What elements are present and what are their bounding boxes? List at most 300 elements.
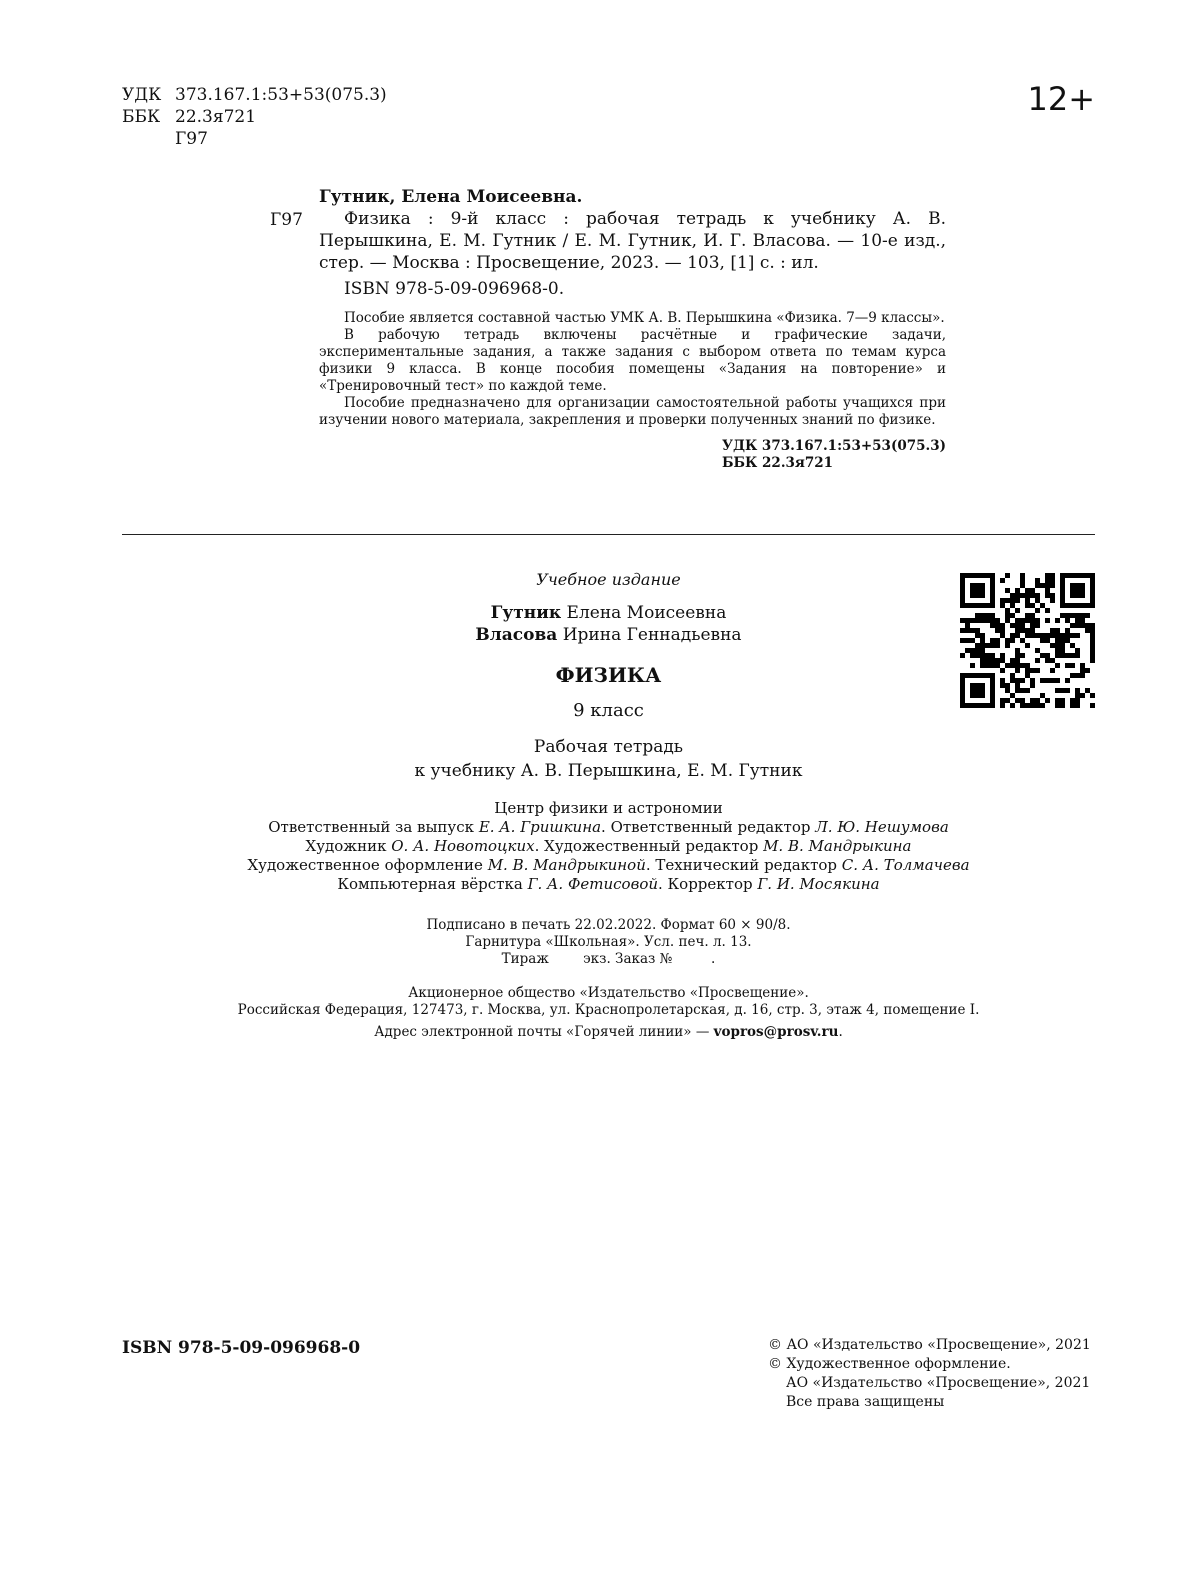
qr-module: [965, 628, 970, 633]
qr-module: [1090, 598, 1095, 603]
qr-module: [1000, 683, 1005, 688]
qr-module: [980, 633, 985, 638]
qr-module: [995, 638, 1000, 643]
qr-module: [1005, 683, 1010, 688]
qr-module: [960, 678, 965, 683]
qr-module: [1070, 633, 1075, 638]
qr-module: [1090, 638, 1095, 643]
qr-module: [1025, 703, 1030, 708]
qr-module: [980, 603, 985, 608]
qr-module: [1060, 688, 1065, 693]
qr-module: [1035, 648, 1040, 653]
qr-module: [1080, 613, 1085, 618]
qr-module: [1045, 578, 1050, 583]
qr-module: [1025, 643, 1030, 648]
qr-module: [1090, 658, 1095, 663]
qr-module: [1045, 583, 1050, 588]
qr-module: [960, 578, 965, 583]
biblio-bbk: ББК 22.3я721: [721, 455, 834, 471]
qr-module: [1040, 583, 1045, 588]
qr-module: [1055, 628, 1060, 633]
publisher-line: Акционерное общество «Издательство «Просвещение».: [408, 985, 809, 1001]
qr-module: [1030, 603, 1035, 608]
qr-module: [980, 648, 985, 653]
qr-module: [1000, 658, 1005, 663]
qr-module: [1020, 583, 1025, 588]
qr-module: [1070, 588, 1075, 593]
authors: [200, 602, 1017, 646]
qr-module: [1055, 663, 1060, 668]
qr-module: [1045, 678, 1050, 683]
qr-module: [975, 673, 980, 678]
qr-module: [1010, 623, 1015, 628]
qr-module: [1020, 703, 1025, 708]
qr-module: [1045, 698, 1050, 703]
qr-module: [960, 698, 965, 703]
qr-module: [1015, 653, 1020, 658]
qr-module: [975, 603, 980, 608]
qr-module: [1010, 663, 1015, 668]
udk-label: УДК: [122, 85, 162, 105]
qr-module: [965, 573, 970, 578]
qr-module: [1010, 633, 1015, 638]
qr-module: [1075, 618, 1080, 623]
qr-module: [1080, 663, 1085, 668]
qr-module: [1090, 703, 1095, 708]
print-line: Гарнитура «Школьная». Усл. печ. л. 13.: [465, 934, 752, 950]
qr-module: [970, 688, 975, 693]
qr-module: [1070, 573, 1075, 578]
qr-module: [1070, 583, 1075, 588]
qr-module: [1020, 678, 1025, 683]
qr-module: [960, 628, 965, 633]
qr-module: [960, 653, 965, 658]
qr-module: [1020, 688, 1025, 693]
qr-module: [1060, 643, 1065, 648]
qr-module: [1015, 683, 1020, 688]
qr-module: [1070, 603, 1075, 608]
qr-module: [1075, 673, 1080, 678]
qr-module: [1010, 613, 1015, 618]
qr-module: [1030, 613, 1035, 618]
qr-module: [1075, 698, 1080, 703]
qr-module: [1060, 588, 1065, 593]
qr-module: [1040, 693, 1045, 698]
qr-module: [1025, 663, 1030, 668]
qr-module: [1030, 703, 1035, 708]
qr-module: [990, 618, 995, 623]
staff-label: Художник: [305, 837, 392, 855]
qr-module: [1075, 688, 1080, 693]
print-details: [200, 917, 1017, 968]
qr-module: [985, 653, 990, 658]
qr-module: [1085, 613, 1090, 618]
qr-module: [1030, 618, 1035, 623]
qr-module: [1015, 663, 1020, 668]
staff-label: . Корректор: [658, 875, 758, 893]
qr-module: [975, 688, 980, 693]
qr-module: [980, 643, 985, 648]
qr-module: [1060, 578, 1065, 583]
qr-module: [975, 653, 980, 658]
qr-module: [995, 663, 1000, 668]
qr-module: [1005, 588, 1010, 593]
qr-module: [1000, 678, 1005, 683]
qr-module: [1055, 653, 1060, 658]
staff-label: Художественное оформление: [247, 856, 488, 874]
qr-module: [985, 703, 990, 708]
qr-module: [1030, 678, 1035, 683]
qr-module: [1005, 613, 1010, 618]
qr-module: [1040, 603, 1045, 608]
qr-module: [1050, 678, 1055, 683]
qr-module: [1090, 578, 1095, 583]
qr-module: [970, 628, 975, 633]
qr-module: [1045, 638, 1050, 643]
qr-module: [1055, 648, 1060, 653]
qr-module: [970, 703, 975, 708]
qr-module: [1090, 628, 1095, 633]
staff-name: О. А. Новотоцких: [391, 837, 535, 855]
qr-module: [985, 658, 990, 663]
qr-module: [1020, 573, 1025, 578]
qr-module: [1020, 578, 1025, 583]
qr-module: [1035, 698, 1040, 703]
qr-module: [1060, 573, 1065, 578]
qr-module: [1010, 693, 1015, 698]
qr-module: [975, 588, 980, 593]
qr-module: [1090, 648, 1095, 653]
qr-module: [1010, 593, 1015, 598]
qr-module: [1055, 698, 1060, 703]
bibliographic-record: [319, 186, 946, 472]
staff-name: М. В. Мандрыкина: [763, 837, 912, 855]
qr-module: [960, 683, 965, 688]
qr-module: [990, 593, 995, 598]
qr-module: [1010, 603, 1015, 608]
qr-module: [1000, 703, 1005, 708]
subtitle-line: Рабочая тетрадь: [533, 737, 684, 757]
qr-module: [1065, 678, 1070, 683]
qr-module: [1075, 653, 1080, 658]
qr-module: [1065, 573, 1070, 578]
qr-module: [975, 628, 980, 633]
qr-module: [1050, 578, 1055, 583]
qr-module: [1015, 628, 1020, 633]
qr-module: [1090, 603, 1095, 608]
qr-module: [985, 643, 990, 648]
qr-module: [995, 643, 1000, 648]
qr-module: [1090, 623, 1095, 628]
email-suffix: .: [838, 1024, 843, 1040]
qr-module: [985, 673, 990, 678]
qr-module: [990, 683, 995, 688]
qr-module: [970, 683, 975, 688]
qr-module: [1065, 628, 1070, 633]
qr-module: [995, 658, 1000, 663]
staff-name: Г. И. Мосякина: [757, 875, 880, 893]
biblio-isbn: ISBN 978-5-09-096968-0.: [344, 279, 565, 299]
copyright-line: © АО «Издательство «Просвещение», 2021: [768, 1337, 1091, 1353]
qr-module: [980, 688, 985, 693]
qr-module: [1010, 658, 1015, 663]
qr-module: [960, 638, 965, 643]
qr-module: [1020, 638, 1025, 643]
qr-module: [1035, 633, 1040, 638]
qr-module: [1000, 698, 1005, 703]
qr-module: [1090, 573, 1095, 578]
staff-label: . Художественный редактор: [534, 837, 764, 855]
qr-module: [990, 678, 995, 683]
qr-module: [1020, 663, 1025, 668]
qr-module: [1020, 593, 1025, 598]
publisher-line: Российская Федерация, 127473, г. Москва, ул. Краснопролетарская, д. 16, стр. 3, этаж 4, помещение I.: [237, 1002, 980, 1018]
qr-module: [985, 613, 990, 618]
qr-module: [990, 583, 995, 588]
qr-module: [1015, 608, 1020, 613]
staff-label: . Ответственный редактор: [601, 818, 816, 836]
qr-module: [1020, 628, 1025, 633]
qr-module: [1070, 613, 1075, 618]
qr-module: [1025, 618, 1030, 623]
qr-module: [1030, 593, 1035, 598]
biblio-author: Гутник, Елена Моисеевна.: [319, 187, 583, 207]
qr-module: [1055, 703, 1060, 708]
qr-module: [990, 653, 995, 658]
qr-module: [1035, 703, 1040, 708]
qr-module: [1045, 653, 1050, 658]
qr-module: [1035, 658, 1040, 663]
author1-surname: Гутник: [490, 603, 562, 623]
qr-module: [1080, 603, 1085, 608]
qr-module: [1075, 593, 1080, 598]
qr-module: [1055, 618, 1060, 623]
qr-module: [1015, 618, 1020, 623]
qr-module: [1065, 603, 1070, 608]
qr-module: [1025, 628, 1030, 633]
qr-module: [995, 623, 1000, 628]
biblio-codes: [319, 438, 946, 472]
qr-module: [1075, 648, 1080, 653]
qr-module: [1065, 633, 1070, 638]
qr-code-graphic: [960, 573, 1095, 708]
qr-module: [1050, 593, 1055, 598]
qr-module: [1075, 573, 1080, 578]
qr-module: [1045, 588, 1050, 593]
staff-name: М. В. Мандрыкиной: [487, 856, 646, 874]
qr-module: [1005, 573, 1010, 578]
qr-module: [985, 603, 990, 608]
qr-module: [1060, 698, 1065, 703]
qr-module: [1020, 698, 1025, 703]
qr-module: [1005, 618, 1010, 623]
qr-module: [1060, 603, 1065, 608]
qr-module: [1055, 678, 1060, 683]
staff-name: Л. Ю. Нешумова: [815, 818, 949, 836]
qr-module: [1070, 593, 1075, 598]
qr-module: [1010, 673, 1015, 678]
qr-module: [1080, 693, 1085, 698]
annotation-paragraph: Пособие предназначено для организации самостоятельной работы учащихся при изучении нового материала, закрепления и проверки полученных знаний по физике.: [319, 395, 946, 428]
qr-module: [990, 658, 995, 663]
qr-module: [970, 693, 975, 698]
qr-module: [1050, 573, 1055, 578]
qr-module: [1060, 648, 1065, 653]
qr-module: [1035, 608, 1040, 613]
qr-module: [980, 653, 985, 658]
qr-module: [1025, 588, 1030, 593]
qr-module: [990, 673, 995, 678]
author1-name: Елена Моисеевна: [561, 603, 727, 623]
qr-module: [990, 603, 995, 608]
grade: 9 класс: [573, 700, 644, 721]
qr-module: [1080, 623, 1085, 628]
qr-module: [1080, 618, 1085, 623]
qr-module: [1005, 688, 1010, 693]
qr-module: [1065, 663, 1070, 668]
qr-module: [985, 573, 990, 578]
qr-module: [1080, 573, 1085, 578]
qr-module: [1050, 668, 1055, 673]
qr-module: [1040, 653, 1045, 658]
qr-module: [980, 703, 985, 708]
age-rating: 12+: [1027, 80, 1095, 118]
bbk-label: ББК: [122, 107, 161, 127]
qr-module: [1045, 633, 1050, 638]
qr-module: [1015, 658, 1020, 663]
copyright-block: [768, 1336, 1091, 1412]
qr-module: [1005, 663, 1010, 668]
qr-module: [1030, 633, 1035, 638]
qr-module: [1000, 668, 1005, 673]
qr-module: [1000, 578, 1005, 583]
qr-module: [960, 573, 965, 578]
qr-module: [990, 663, 995, 668]
qr-module: [1015, 688, 1020, 693]
qr-module: [1060, 613, 1065, 618]
qr-module: [1030, 698, 1035, 703]
qr-module: [960, 673, 965, 678]
biblio-description: Физика : 9-й класс : рабочая тетрадь к учебнику А. В. Перышкина, Е. М. Гутник / Е. М. Гутник, И. Г. Власова. — 10-е изд., стер. — Москва : Просвещение, 2023. — 103, [1] с. : ил.: [319, 209, 946, 273]
qr-module: [990, 578, 995, 583]
qr-module: [995, 628, 1000, 633]
qr-module: [1085, 688, 1090, 693]
qr-module: [970, 583, 975, 588]
qr-module: [980, 663, 985, 668]
qr-module: [1080, 673, 1085, 678]
qr-module: [980, 693, 985, 698]
qr-module: [1000, 633, 1005, 638]
qr-module: [975, 573, 980, 578]
qr-module: [1085, 668, 1090, 673]
qr-module: [980, 673, 985, 678]
qr-module: [1075, 588, 1080, 593]
qr-module: [1055, 638, 1060, 643]
qr-module: [970, 588, 975, 593]
qr-module: [975, 703, 980, 708]
subtitle-line: к учебнику А. В. Перышкина, Е. М. Гутник: [414, 761, 803, 781]
qr-module: [1015, 633, 1020, 638]
qr-module: [990, 643, 995, 648]
footer-isbn: ISBN 978-5-09-096968-0: [122, 1338, 361, 1358]
qr-module: [1005, 643, 1010, 648]
qr-module: [990, 623, 995, 628]
qr-module: [1025, 613, 1030, 618]
qr-module: [1060, 583, 1065, 588]
qr-module: [970, 648, 975, 653]
qr-module: [1070, 698, 1075, 703]
qr-module: [1030, 683, 1035, 688]
qr-module: [1035, 618, 1040, 623]
qr-module: [1085, 603, 1090, 608]
qr-module: [965, 648, 970, 653]
qr-module: [1035, 623, 1040, 628]
author2-surname: Власова: [475, 625, 558, 645]
qr-module: [960, 588, 965, 593]
publisher-info: [200, 985, 1017, 1041]
qr-module: [1050, 628, 1055, 633]
qr-module: [1065, 613, 1070, 618]
qr-module: [1045, 658, 1050, 663]
qr-module: [1040, 638, 1045, 643]
qr-module: [980, 613, 985, 618]
qr-module: [970, 663, 975, 668]
qr-module: [965, 703, 970, 708]
qr-module: [1015, 623, 1020, 628]
qr-module: [960, 693, 965, 698]
staff-block: [200, 799, 1017, 894]
qr-module: [965, 673, 970, 678]
qr-module: [1070, 643, 1075, 648]
qr-module: [980, 618, 985, 623]
qr-module: [1055, 643, 1060, 648]
qr-module: [1060, 593, 1065, 598]
qr-module: [1075, 693, 1080, 698]
qr-module: [1050, 658, 1055, 663]
qr-module: [960, 703, 965, 708]
qr-module: [1005, 598, 1010, 603]
staff-label: Ответственный за выпуск: [268, 818, 479, 836]
qr-module: [1080, 593, 1085, 598]
divider: [122, 534, 1095, 535]
qr-module: [1010, 638, 1015, 643]
qr-module: [1005, 638, 1010, 643]
subtitle: [200, 735, 1017, 783]
qr-module: [1070, 663, 1075, 668]
qr-module: [980, 593, 985, 598]
qr-module: [990, 573, 995, 578]
qr-module: [1025, 673, 1030, 678]
qr-module: [1090, 693, 1095, 698]
qr-module: [1015, 648, 1020, 653]
qr-module: [1025, 668, 1030, 673]
qr-module: [1030, 668, 1035, 673]
qr-module: [965, 638, 970, 643]
qr-module: [1035, 598, 1040, 603]
qr-module: [1060, 598, 1065, 603]
email-link[interactable]: vopros@prosv.ru: [713, 1024, 839, 1040]
qr-module: [1060, 703, 1065, 708]
qr-module: [1070, 653, 1075, 658]
qr-module: [960, 593, 965, 598]
author2-name: Ирина Геннадьевна: [557, 625, 742, 645]
qr-module: [1090, 593, 1095, 598]
biblio-udk: УДК 373.167.1:53+53(075.3): [721, 438, 946, 454]
qr-module: [1065, 638, 1070, 643]
qr-module: [1045, 618, 1050, 623]
qr-module: [1000, 603, 1005, 608]
qr-module: [975, 683, 980, 688]
